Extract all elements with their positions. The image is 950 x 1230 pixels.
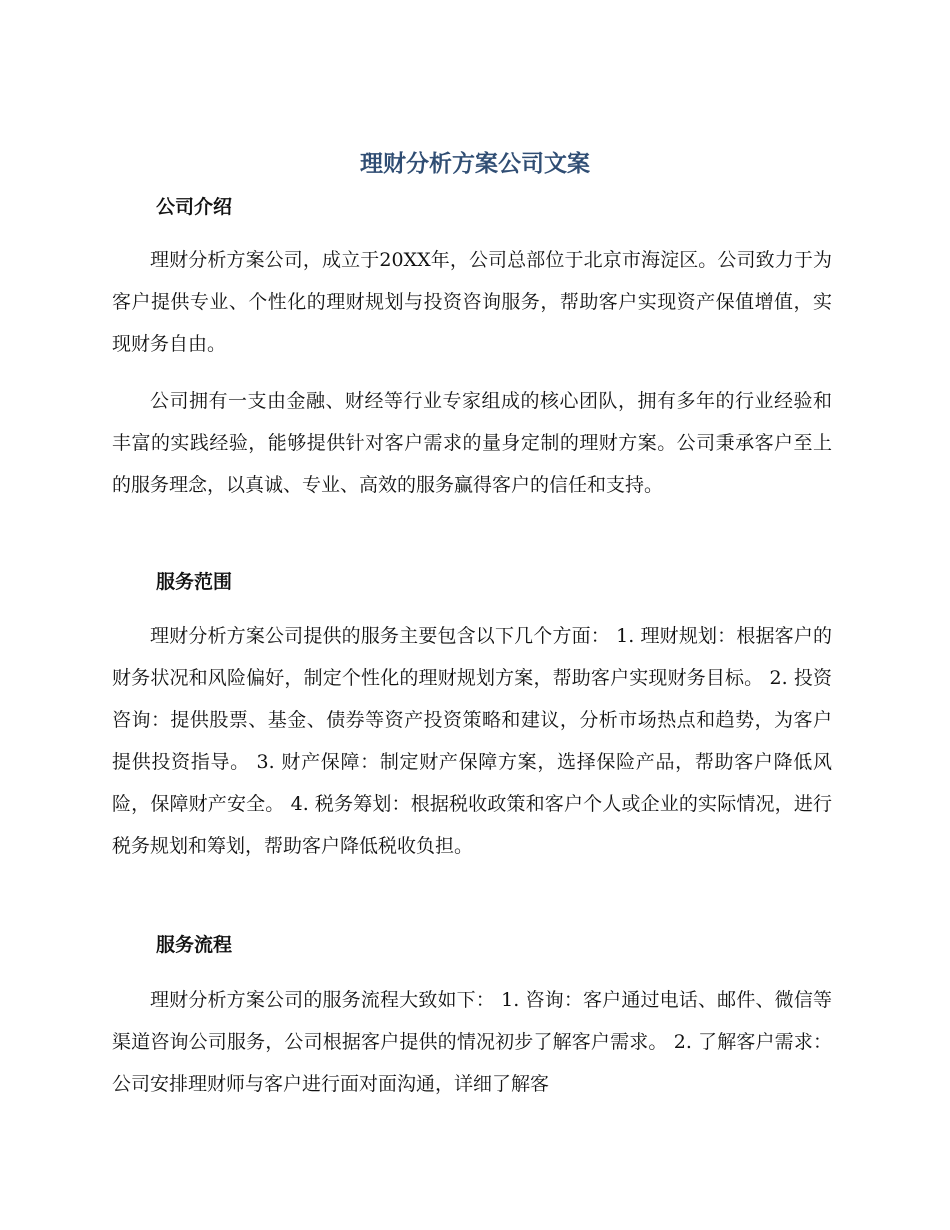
paragraph-service-process: 理财分析方案公司的服务流程大致如下： 1. 咨询：客户通过电话、邮件、微信等渠道咨询公司服务，公司根据客户提供的情况初步了解客户需求。 2. 了解客户需求：公司安排理财师与客户进行面对面沟通，详细了解客 <box>112 989 832 1095</box>
paragraph-service-scope: 理财分析方案公司提供的服务主要包含以下几个方面： 1. 理财规划：根据客户的财务状况和风险偏好，制定个性化的理财规划方案，帮助客户实现财务目标。 2. 投资咨询：提供股票、基金、债券等资产投资策略和建议，分析市场热点和趋势，为客户提供投资指导。 3. 财产保障：制定财产保障方案，选择保险产品，帮助客户降低风险，保障财产安全。 4. 税务筹划：根据税收政策和客户个人或企业的实际情况，进行税务规划和筹划，帮助客户降低税收负担。 <box>112 625 832 857</box>
section-heading-service-scope: 服务范围 <box>156 571 233 593</box>
section-heading-company-intro: 公司介绍 <box>156 196 233 218</box>
document-title: 理财分析方案公司文案 <box>360 151 590 177</box>
paragraph-company-intro-2: 公司拥有一支由金融、财经等行业专家组成的核心团队，拥有多年的行业经验和丰富的实践经验，能够提供针对客户需求的量身定制的理财方案。公司秉承客户至上的服务理念，以真诚、专业、高效的服务赢得客户的信任和支持。 <box>112 390 832 496</box>
paragraph-company-intro-1: 理财分析方案公司，成立于20XX年，公司总部位于北京市海淀区。公司致力于为客户提供专业、个性化的理财规划与投资咨询服务，帮助客户实现资产保值增值，实现财务自由。 <box>112 249 832 355</box>
section-heading-service-process: 服务流程 <box>156 934 233 956</box>
